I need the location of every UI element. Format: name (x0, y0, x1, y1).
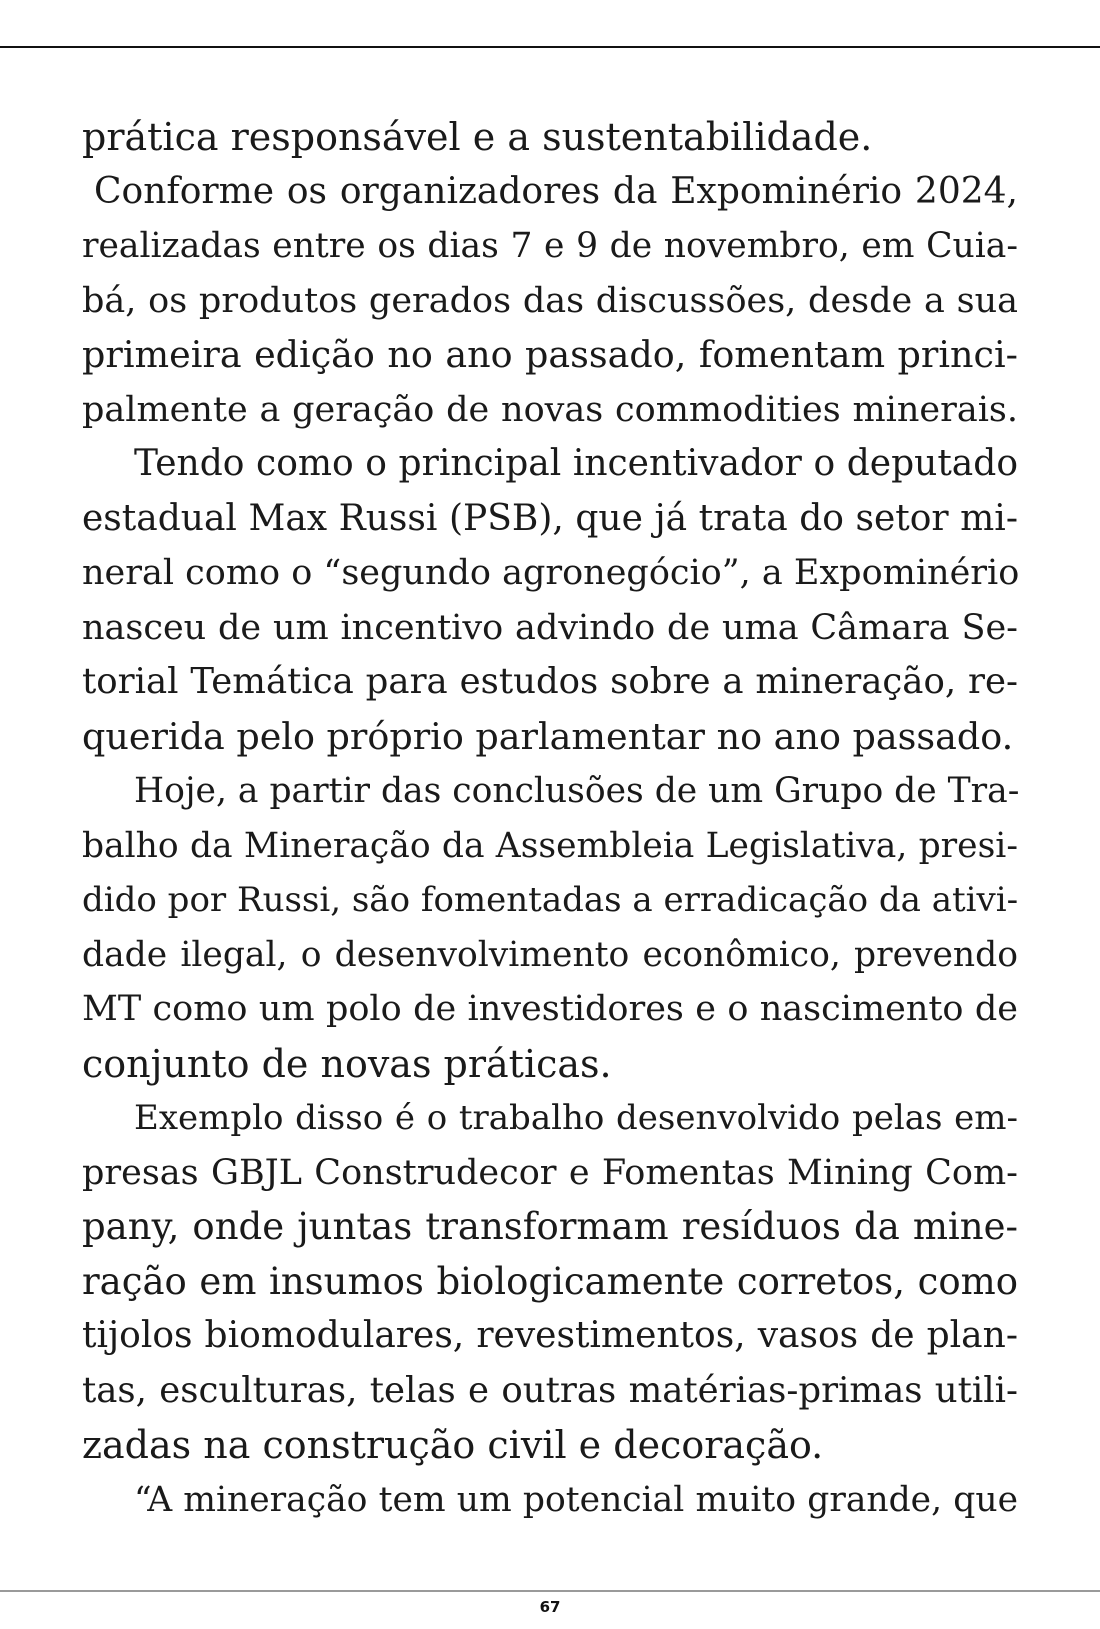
text-line: conjunto de novas práticas. (82, 1041, 612, 1086)
text-line: balho da Mineração da Assembleia Legislativa, presi- (82, 825, 1018, 866)
text-line: tas, esculturas, telas e outras matérias-primas utili- (82, 1369, 1018, 1411)
footer-rule (0, 1590, 1100, 1592)
text-line: estadual Max Russi (PSB), que já trata do setor mi- (82, 497, 1018, 539)
text-line: Hoje, a partir das conclusões de um Grupo de Tra- (134, 771, 1020, 811)
text-line: nasceu de um incentivo advindo de uma Câmara Se- (82, 607, 1018, 648)
text-line: tijolos biomodulares, revestimentos, vasos de plan- (82, 1315, 1018, 1356)
top-rule (0, 46, 1100, 48)
text-line: “A mineração tem um potencial muito grande, que (134, 1479, 1018, 1520)
page-number: 67 (539, 1598, 561, 1616)
text-line: primeira edição no ano passado, fomentam princi- (82, 333, 1018, 376)
text-line: bá, os produtos gerados das discussões, desde a sua (82, 280, 1018, 321)
text-line: dade ilegal, o desenvolvimento econômico, prevendo (82, 934, 1018, 975)
text-line: ração em insumos biologicamente corretos, como (82, 1259, 1018, 1303)
text-line: prática responsável e a sustentabilidade. (82, 115, 873, 159)
text-line: pany, onde juntas transformam resíduos da mine- (82, 1205, 1018, 1248)
text-line: dido por Russi, são fomentadas a erradicação da ativi- (82, 880, 1019, 920)
text-line: Conforme os organizadores da Expominério 2024, (94, 170, 1018, 212)
text-line: Tendo como o principal incentivador o deputado (134, 443, 1018, 484)
text-line: neral como o “segundo agronegócio”, a Expominério (82, 553, 1020, 593)
text-line: querida pelo próprio parlamentar no ano passado. (82, 714, 1014, 758)
text-line: presas GBJL Construdecor e Fomentas Mining Com- (82, 1152, 1018, 1193)
text-line: palmente a geração de novas commodities minerais. (82, 389, 1018, 430)
text-line: zadas na construção civil e decoração. (82, 1423, 824, 1467)
article-body (82, 110, 1018, 1527)
text-line: torial Temática para estudos sobre a mineração, re- (82, 661, 1018, 702)
text-line: Exemplo disso é o trabalho desenvolvido pelas em- (134, 1098, 1018, 1138)
text-line: realizadas entre os dias 7 e 9 de novembro, em Cuia- (82, 226, 1018, 266)
text-line: MT como um polo de investidores e o nascimento de (82, 989, 1018, 1029)
